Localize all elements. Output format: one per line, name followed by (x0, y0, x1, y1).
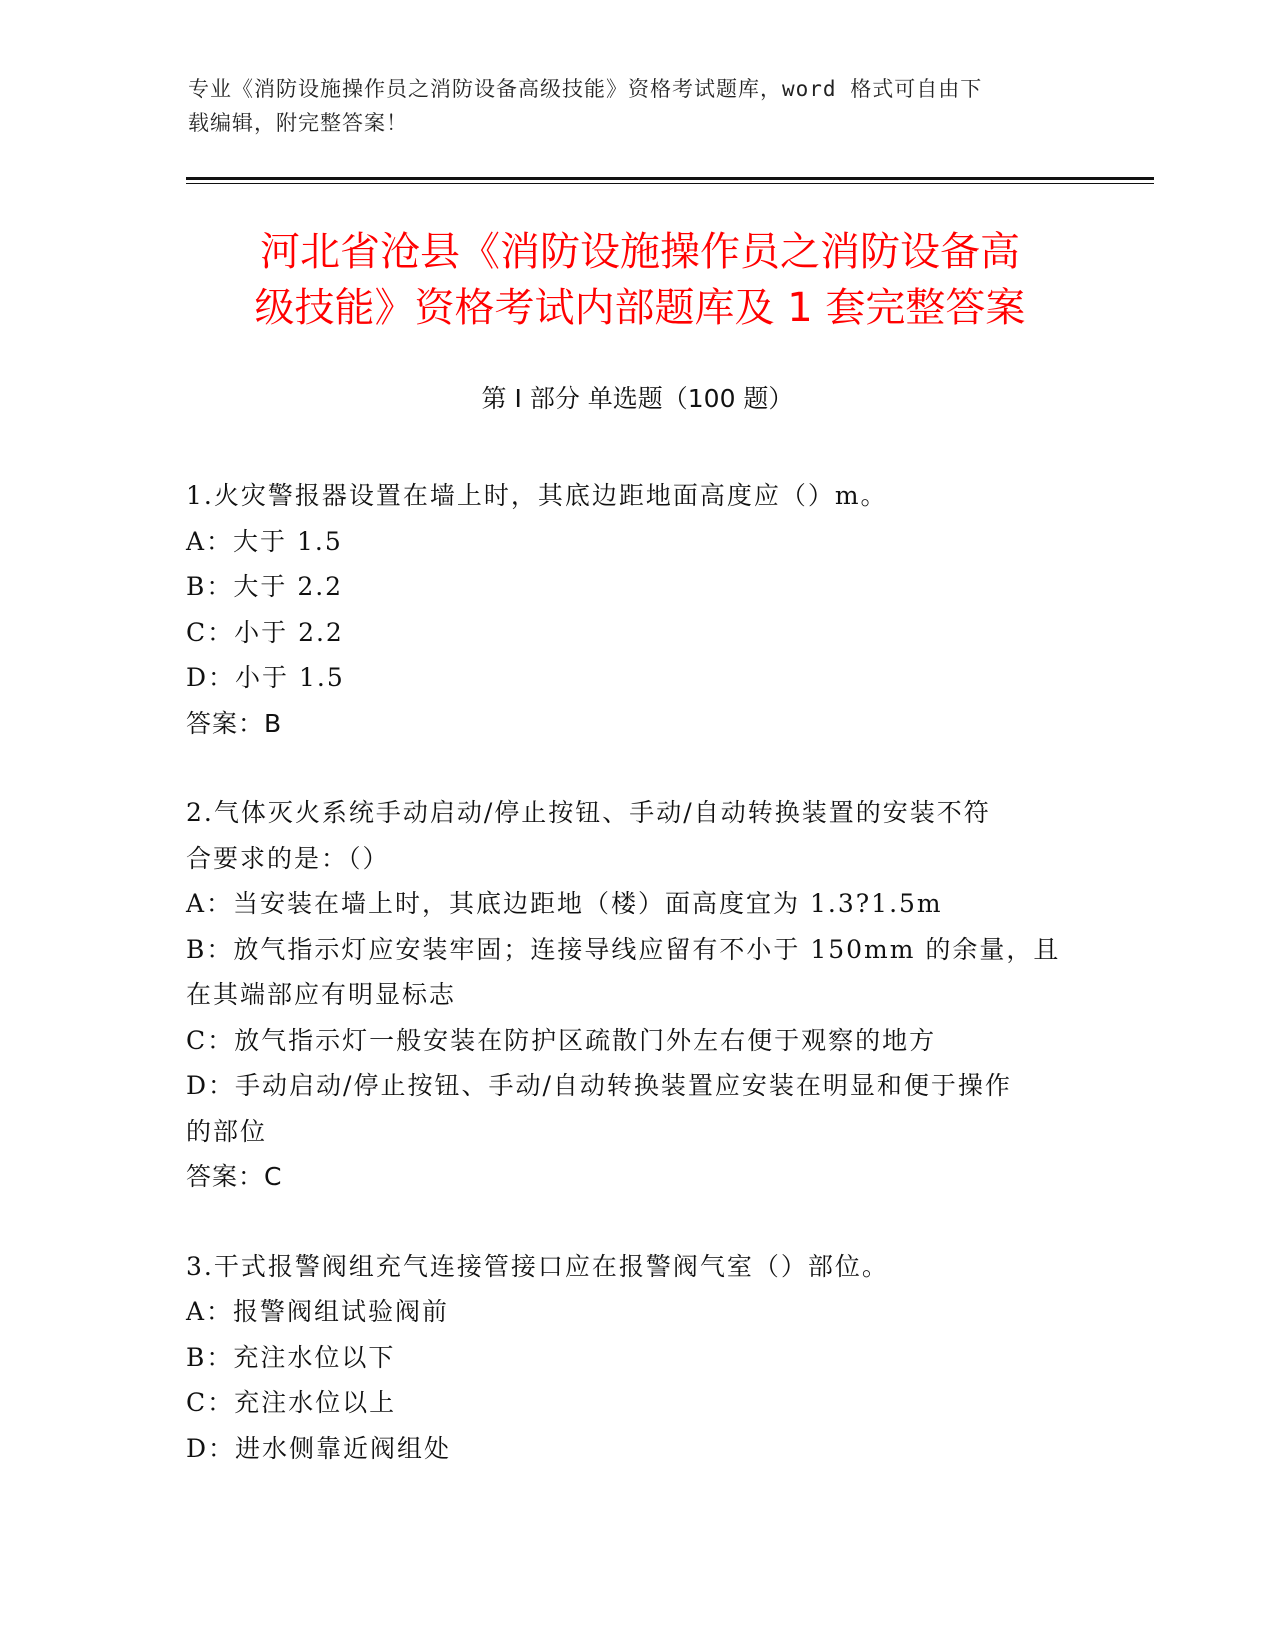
option-c: C：放气指示灯一般安装在防护区疏散门外左右便于观察的地方 (186, 1025, 937, 1055)
option-d: D：进水侧靠近阀组处 (186, 1433, 452, 1463)
question-stem: 3.干式报警阀组充气连接管接口应在报警阀气室（）部位。 (186, 1251, 889, 1281)
option-c: C：充注水位以上 (186, 1388, 397, 1417)
option-b: B：放气指示灯应安装牢固；连接导线应留有不小于 150mm 的余量，且 (186, 934, 1061, 964)
option-d-continued: 的部位 (186, 1116, 268, 1146)
option-b-continued: 在其端部应有明显标志 (186, 980, 457, 1009)
question-2 (186, 790, 1086, 1200)
question-1 (186, 473, 1086, 746)
answer-label: 答案：B (186, 708, 283, 738)
header-note-line-2: 载编辑，附完整答案！ (188, 111, 408, 135)
header-rule-thick (186, 177, 1154, 180)
document-title-line-2: 级技能》资格考试内部题库及 1 套完整答案 (254, 285, 1026, 331)
option-b: B：充注水位以下 (186, 1342, 396, 1372)
section-title: 第 I 部分 单选题（100 题） (481, 384, 794, 413)
option-a: A：当安装在墙上时，其底边距地（楼）面高度宜为 1.3?1.5m (186, 889, 943, 918)
header-rule-thin (186, 183, 1154, 184)
header-note-line-1: 专业《消防设施操作员之消防设备高级技能》资格考试题库，word 格式可自由下 (188, 77, 983, 101)
option-d: D：小于 1.5 (186, 663, 345, 692)
option-a: A：报警阀组试验阀前 (186, 1297, 450, 1326)
document-title (190, 224, 1090, 336)
option-c: C：小于 2.2 (186, 617, 344, 647)
question-stem-continued: 合要求的是：（） (186, 843, 390, 873)
option-a: A：大于 1.5 (186, 526, 343, 556)
question-list (186, 473, 1086, 1515)
option-b: B：大于 2.2 (186, 572, 344, 601)
answer-label: 答案：C (186, 1162, 283, 1191)
question-stem: 2.气体灭火系统手动启动/停止按钮、手动/自动转换装置的安装不符 (186, 798, 991, 827)
question-3 (186, 1244, 1086, 1472)
document-title-line-1: 河北省沧县《消防设施操作员之消防设备高 (260, 229, 1020, 275)
header-note (188, 72, 1088, 140)
question-stem: 1.火灾警报器设置在墙上时，其底边距地面高度应（）m。 (186, 481, 888, 510)
option-d: D：手动启动/停止按钮、手动/自动转换装置应安装在明显和便于操作 (186, 1071, 1012, 1100)
